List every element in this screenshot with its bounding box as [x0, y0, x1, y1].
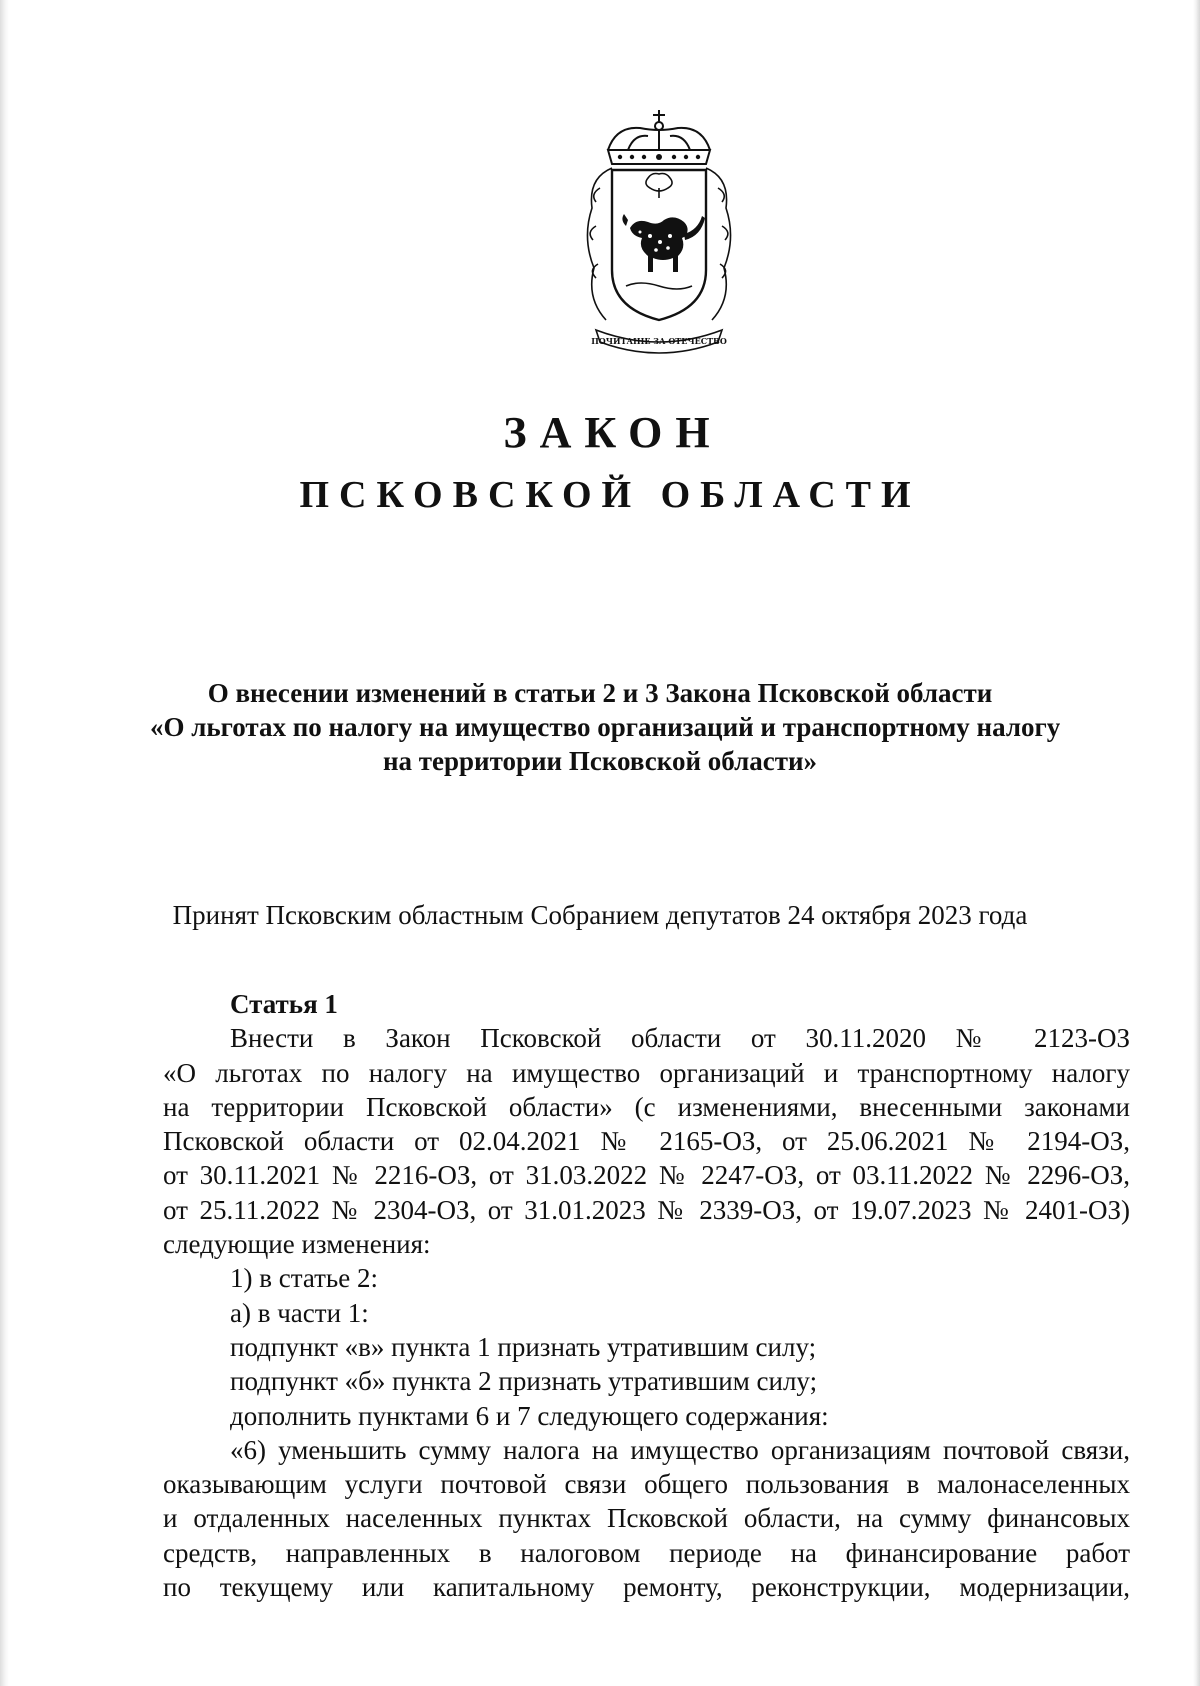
body-line: и отдаленных населенных пунктах Псковской области, на сумму финансовых	[163, 1503, 1130, 1534]
body-line: на территории Псковской области» (с изменениями, внесенными законами	[163, 1091, 1130, 1122]
body-text	[163, 1021, 1130, 1604]
heading-line: на территории Псковской области»	[382, 746, 818, 776]
emblem-motto: ПОЧИТАНІЕ ЗА ОТЕЧЕСТВО	[591, 336, 727, 346]
document-body	[163, 987, 1130, 1604]
body-line: Псковской области от 02.04.2021 № 2165-ОЗ, от 25.06.2021 № 2194-ОЗ,	[163, 1126, 1130, 1157]
scan-edge-right	[1193, 0, 1200, 1686]
adoption-statement: Принят Псковским областным Собранием депутатов 24 октября 2023 года	[172, 900, 1028, 930]
body-line: средств, направленных в налоговом периоде на финансирование работ	[163, 1537, 1130, 1568]
coat-of-arms-emblem	[578, 108, 740, 354]
body-line: а) в части 1:	[230, 1297, 369, 1328]
document-title-line1: ЗАКОН	[503, 408, 723, 457]
body-line: дополнить пунктами 6 и 7 следующего содержания:	[230, 1400, 829, 1431]
law-heading	[150, 676, 1061, 778]
body-line: Внести в Закон Псковской области от 30.11.2020 № 2123-ОЗ	[230, 1023, 1130, 1054]
body-line: от 30.11.2021 № 2216-ОЗ, от 31.03.2022 № 2247-ОЗ, от 03.11.2022 № 2296-ОЗ,	[163, 1160, 1130, 1191]
scan-edge-left	[0, 0, 9, 1686]
body-line: 1) в статье 2:	[230, 1263, 378, 1294]
body-line: от 25.11.2022 № 2304-ОЗ, от 31.01.2023 № 2339-ОЗ, от 19.07.2023 № 2401-ОЗ)	[163, 1194, 1130, 1225]
body-line: оказывающим услуги почтовой связи общего пользования в малонаселенных	[163, 1469, 1130, 1500]
document-title-line2: ПСКОВСКОЙ ОБЛАСТИ	[299, 474, 921, 516]
body-line: по текущему или капитальному ремонту, реконструкции, модернизации,	[163, 1572, 1130, 1603]
body-line: «6) уменьшить сумму налога на имущество организациям почтовой связи,	[230, 1434, 1130, 1465]
body-line: следующие изменения:	[163, 1229, 431, 1260]
heading-line: О внесении изменений в статьи 2 и 3 Закона Псковской области	[207, 678, 993, 708]
heading-line: «О льготах по налогу на имущество организаций и транспортному налогу	[150, 712, 1061, 742]
body-line: «О льготах по налогу на имущество организаций и транспортному налогу	[163, 1057, 1130, 1088]
body-line: подпункт «б» пункта 2 признать утратившим силу;	[230, 1366, 818, 1397]
body-line: подпункт «в» пункта 1 признать утратившим силу;	[230, 1331, 817, 1362]
article-title: Статья 1	[230, 989, 338, 1019]
